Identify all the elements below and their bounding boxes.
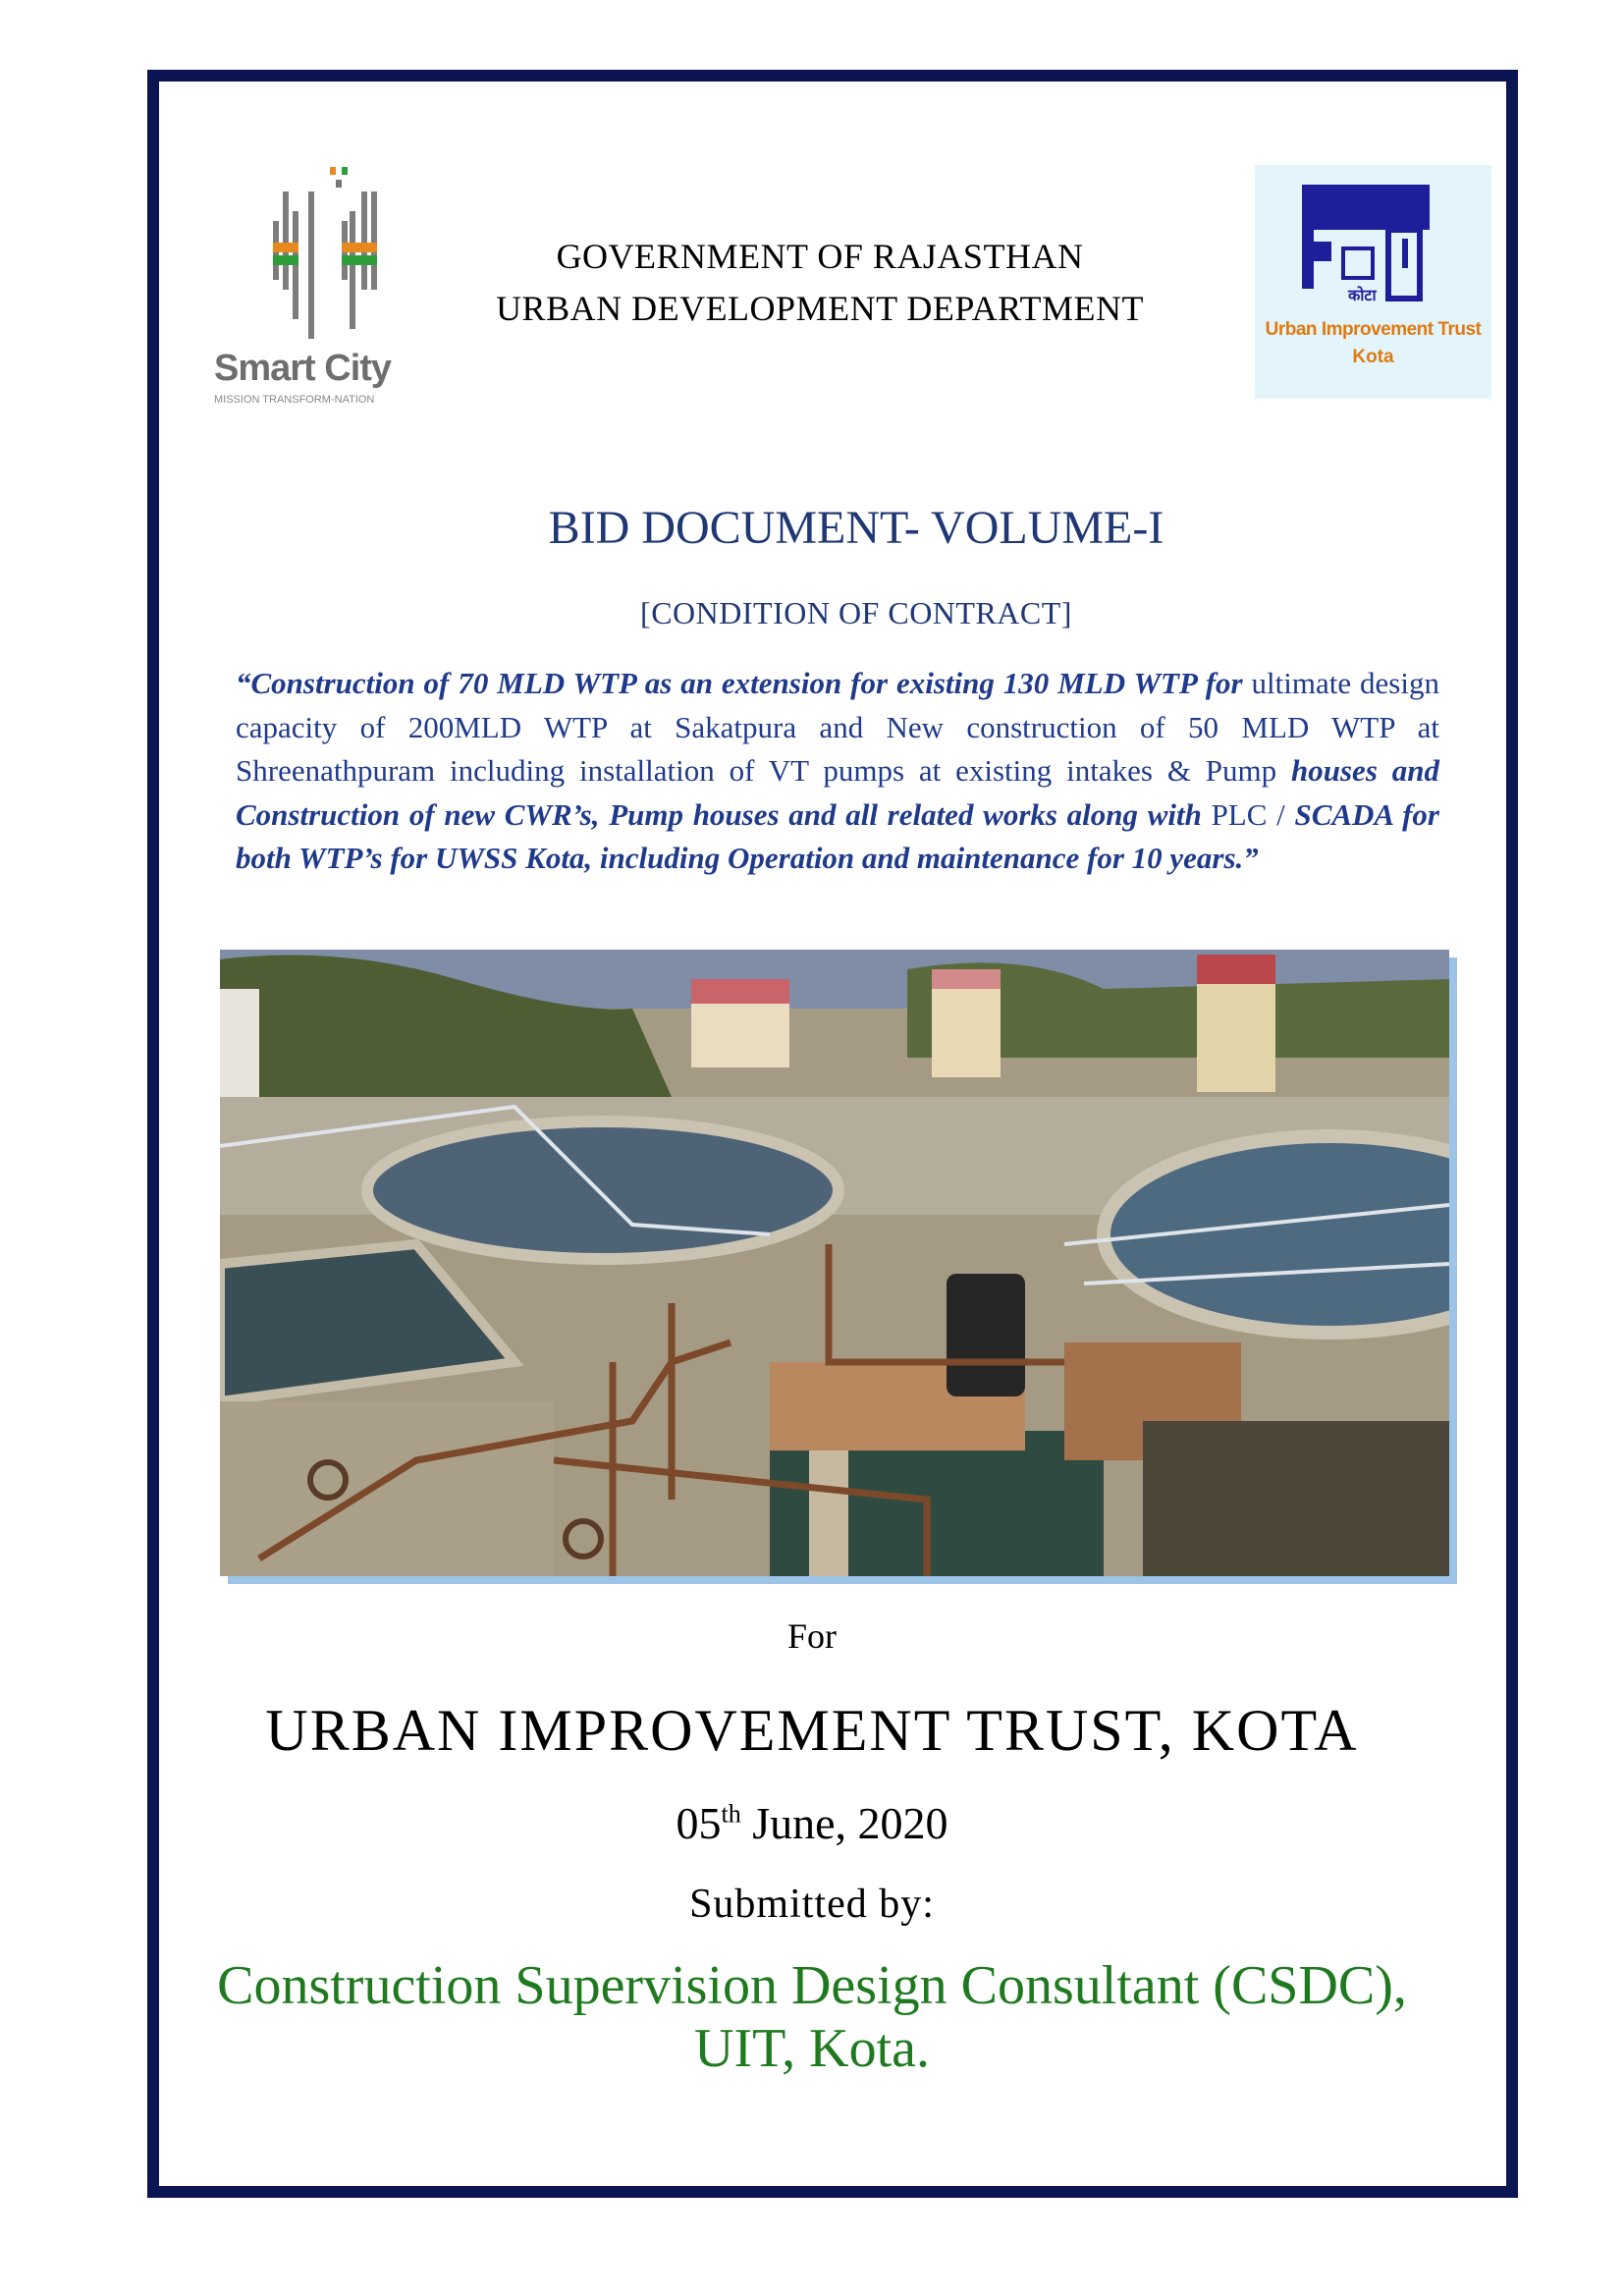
date-day: 05 — [676, 1798, 722, 1848]
document-date — [0, 1797, 1624, 1849]
wtp-photo — [220, 950, 1449, 1576]
submitted-by-label: Submitted by: — [689, 1882, 935, 1927]
submitter — [0, 1954, 1624, 2080]
document-title: BID DOCUMENT- VOLUME-I — [548, 502, 1164, 554]
desc-part-1: “Construction of 70 MLD WTP as an extension for existing 130 MLD WTP for — [236, 666, 1243, 700]
uit-hindi-label: कोटा — [1348, 288, 1377, 304]
submitter-line-1: Construction Supervision Design Consultant (CSDC), — [217, 1955, 1407, 2016]
uit-logo — [1255, 165, 1491, 399]
uit-building-icon — [1255, 165, 1491, 312]
project-description — [236, 662, 1439, 881]
smart-city-emblem-icon — [214, 162, 406, 349]
document-subtitle: [CONDITION OF CONTRACT] — [640, 595, 1072, 630]
uit-name: Urban Improvement Trust — [1265, 319, 1482, 340]
for-label: For — [786, 1616, 837, 1656]
desc-part-3: houses and Construction of new CWR’s, Pump houses and all related works along with — [236, 753, 1439, 832]
uit-city: Kota — [1352, 347, 1394, 367]
date-suffix: th — [721, 1799, 741, 1829]
smart-city-tagline: MISSION TRANSFORM-NATION — [214, 394, 375, 406]
organization-name: URBAN IMPROVEMENT TRUST, KOTA — [265, 1698, 1359, 1763]
smart-city-name: Smart City — [214, 348, 392, 389]
desc-part-2: ultimate design capacity of 200MLD WTP at Sakatpura and New construction of 50 MLD WTP at Shreenathpuram including installation of VT pumps at existing intakes & Pump — [236, 666, 1439, 788]
submitter-line-2: UIT, Kota. — [694, 2018, 930, 2079]
desc-part-5: SCADA for both WTP’s for UWSS Kota, including Operation and maintenance for 10 years.” — [236, 796, 1439, 875]
header-government: GOVERNMENT OF RAJASTHAN — [556, 237, 1084, 276]
smart-city-logo — [214, 162, 406, 408]
header-department: URBAN DEVELOPMENT DEPARTMENT — [496, 289, 1144, 328]
date-rest: June, 2020 — [740, 1798, 948, 1848]
desc-part-4: PLC / — [1201, 796, 1295, 832]
